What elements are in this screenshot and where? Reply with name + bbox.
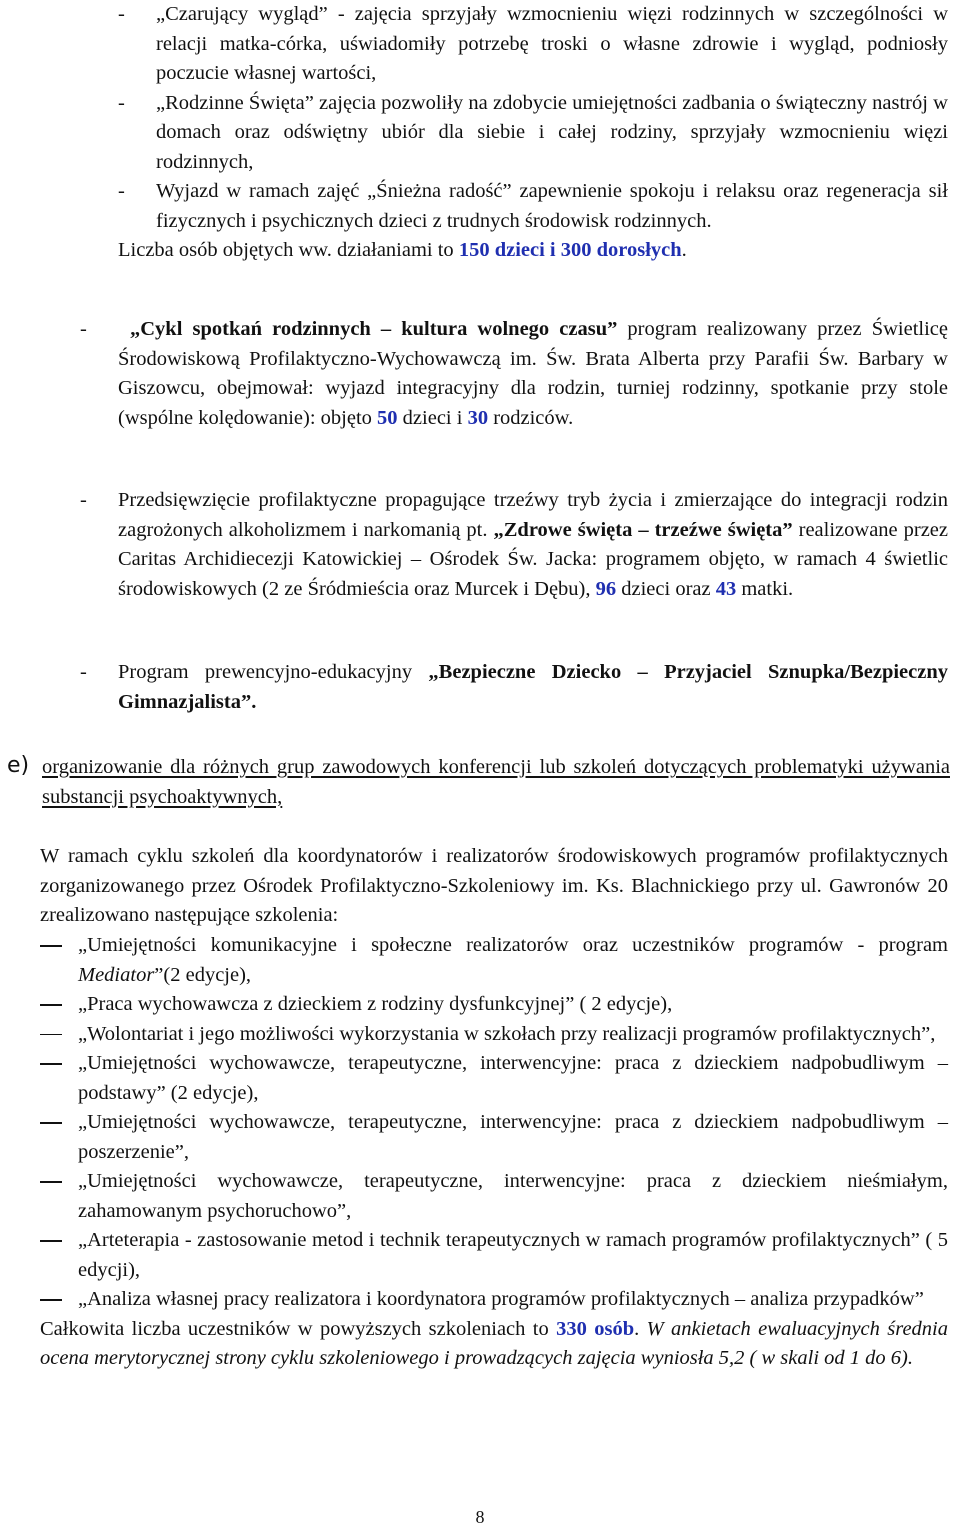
dash-icon [40, 945, 62, 947]
list-item-czarujacy: - „Czarujący wygląd” - zajęcia sprzyjały wzmocnieniu więzi rodzinnych w szczególności w relacji matka-córka, uświadomiły potrzebę troski o własne zdrowie i wygląd, podniosły poczucie własnej wartości, [118, 3, 948, 84]
training-item: „Praca wychowawcza z dzieckiem z rodziny dysfunkcyjnej” ( 2 edycje), [40, 990, 948, 1020]
paragraph-cykl-spotkan: - „Cykl spotkań rodzinnych – kultura wolnego czasu” program realizowany przez Świetlicę Środowiskową Profilaktyczno-Wychowawczą im. Św. Brata Alberta przy Parafii Św. Barbary w Giszowcu, obejmował: wyjazd integracyjny dla rodzin, turniej rodzinny, spotkanie przy stole (wspólne kolędowanie): objęto 50 dzieci i 30 rodziców. [80, 318, 948, 429]
training-item: „Wolontariat i jego możliwości wykorzystania w szkołach przy realizacji programów profilaktycznych”, [40, 1020, 948, 1050]
trainings-list [40, 931, 948, 1374]
section-letter: e) [7, 753, 30, 778]
dash-icon [40, 1122, 62, 1124]
participants-count: Liczba osób objętych ww. działaniami to 150 dzieci i 300 dorosłych. [118, 239, 687, 261]
training-item: „Umiejętności wychowawcze, terapeutyczne, interwencyjne: praca z dzieckiem nadpobudliwym – poszerzenie”, [40, 1108, 948, 1167]
summary-paragraph: Całkowita liczba uczestników w powyższych szkoleniach to 330 osób. W ankietach ewaluacyjnych średnia ocena merytorycznej strony cyklu szkoleniowego i prowadzących zajęcia wyniosła 5,2 ( w skali od 1 do 6). [40, 1317, 949, 1369]
dash-icon [40, 1181, 62, 1183]
dash-icon [40, 1004, 62, 1006]
dash-icon [40, 1034, 62, 1036]
intro-paragraph: W ramach cyklu szkoleń dla koordynatorów i realizatorów środowiskowych programów profilaktycznych zorganizowanego przez Ośrodek Profilaktyczno-Szkoleniowy im. Ks. Blachnickiego przy ul. Gawronów 20 zrealizowano następujące szkolenia: [40, 845, 948, 926]
training-item: „Umiejętności wychowawcze, terapeutyczne, interwencyjne: praca z dzieckiem nadpobudliwym – podstawy” (2 edycje), [40, 1049, 948, 1108]
paragraph-przedsiewziecie: - Przedsięwzięcie profilaktyczne propagujące trzeźwy tryb życia i zmierzające do integracji rodzin zagrożonych alkoholizmem i narkomanią pt. „Zdrowe święta – trzeźwe święta” realizowane przez Caritas Archidiecezji Katowickiej – Ośrodek Św. Jacka: programem objęto, w ramach 4 świetlic środowiskowych (2 ze Śródmieścia oraz Murcek i Dębu), 96 dzieci oraz 43 matki. [80, 489, 949, 600]
section-e-heading: e) organizowanie dla różnych grup zawodowych konferencji lub szkoleń dotyczących problematyki używania substancji psychoaktywnych, [7, 753, 950, 808]
dash-icon [40, 1299, 62, 1301]
paragraph-program: - Program prewencyjno-edukacyjny „Bezpieczne Dziecko – Przyjaciel Sznupka/Bezpieczny Gimnazjalista”. [80, 661, 948, 713]
training-item: „Umiejętności komunikacyjne i społeczne realizatorów oraz uczestników programów - program Mediator”(2 edycje), [40, 931, 948, 990]
training-item: „Arteterapia - zastosowanie metod i technik terapeutycznych w ramach programów profilaktycznych” ( 5 edycji), [40, 1226, 948, 1285]
training-item: „Analiza własnej pracy realizatora i koordynatora programów profilaktycznych – analiza przypadków” [40, 1285, 948, 1315]
dash-icon [40, 1240, 62, 1242]
page-number: 8 [475, 1507, 485, 1527]
list-item-rodzinne-swieta: - „Rodzinne Święta” zajęcia pozwoliły na zdobycie umiejętności zadbania o świąteczny nastrój w domach oraz odświętny ubiór dla siebie i całej rodziny, sprzyjały wzmocnieniu więzi rodzinnych, [118, 91, 948, 173]
top-list [118, 0, 948, 266]
training-item: „Umiejętności wychowawcze, terapeutyczne, interwencyjne: praca z dzieckiem nieśmiałym, zahamowanym psychoruchowo”, [40, 1167, 948, 1226]
list-item-wyjazd: - Wyjazd w ramach zajęć „Śnieżna radość” zapewnienie spokoju i relaksu oraz regeneracja sił fizycznych i psychicznych dzieci z trudnych środowisk rodzinnych. [118, 180, 948, 232]
dash-icon [40, 1063, 62, 1065]
